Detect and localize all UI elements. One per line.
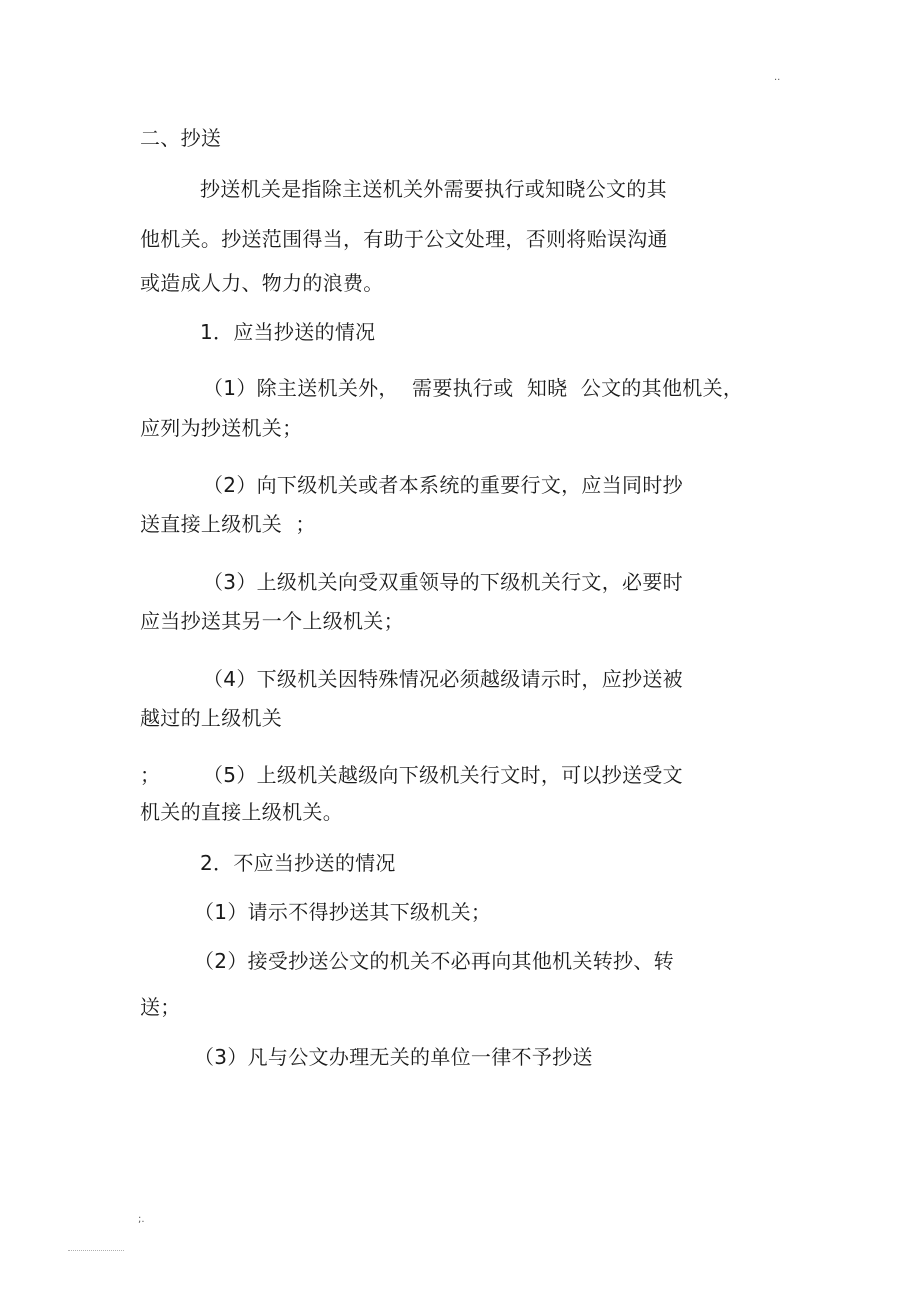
subsection-heading: 2．不应当抄送的情况 bbox=[200, 851, 396, 875]
list-item-line: （1）请示不得抄送其下级机关； bbox=[194, 900, 492, 924]
section-title: 二、抄送 bbox=[140, 126, 222, 150]
subsection-heading: 1．应当抄送的情况 bbox=[200, 320, 376, 344]
list-item-line: 送直接上级机关 ； bbox=[140, 512, 316, 536]
list-item-line: （3）上级机关向受双重领导的下级机关行文，必要时 bbox=[203, 570, 683, 594]
list-item-line: （3）凡与公文办理无关的单位一律不予抄送 bbox=[194, 1045, 593, 1069]
intro-line: 他机关。抄送范围得当，有助于公文处理，否则将贻误沟通 bbox=[140, 227, 668, 251]
intro-line: 抄送机关是指除主送机关外需要执行或知晓公文的其 bbox=[200, 177, 667, 201]
list-item-line: 越过的上级机关 bbox=[140, 706, 283, 730]
list-item-line: 送； bbox=[140, 995, 181, 1019]
list-item-line: （2）接受抄送公文的机关不必再向其他机关转抄、转 bbox=[194, 949, 674, 973]
list-item-line: 应列为抄送机关； bbox=[140, 416, 303, 440]
stray-punctuation: ； bbox=[140, 763, 161, 787]
intro-line: 或造成人力、物力的浪费。 bbox=[140, 271, 384, 295]
footer-dotted-rule bbox=[68, 1250, 124, 1251]
list-item-line: （1）除主送机关外， 需要执行或 知晓 公文的其他机关， bbox=[203, 376, 744, 400]
list-item-line: （2）向下级机关或者本系统的重要行文，应当同时抄 bbox=[203, 473, 683, 497]
header-mark: .. bbox=[774, 72, 781, 83]
list-item-line: （5）上级机关越级向下级机关行文时，可以抄送受文 bbox=[203, 763, 683, 787]
list-item-line: 应当抄送其另一个上级机关； bbox=[140, 609, 404, 633]
footer-mark: ;. bbox=[138, 1214, 145, 1225]
list-item-line: 机关的直接上级机关。 bbox=[140, 800, 343, 824]
list-item-line: （4）下级机关因特殊情况必须越级请示时，应抄送被 bbox=[203, 667, 683, 691]
